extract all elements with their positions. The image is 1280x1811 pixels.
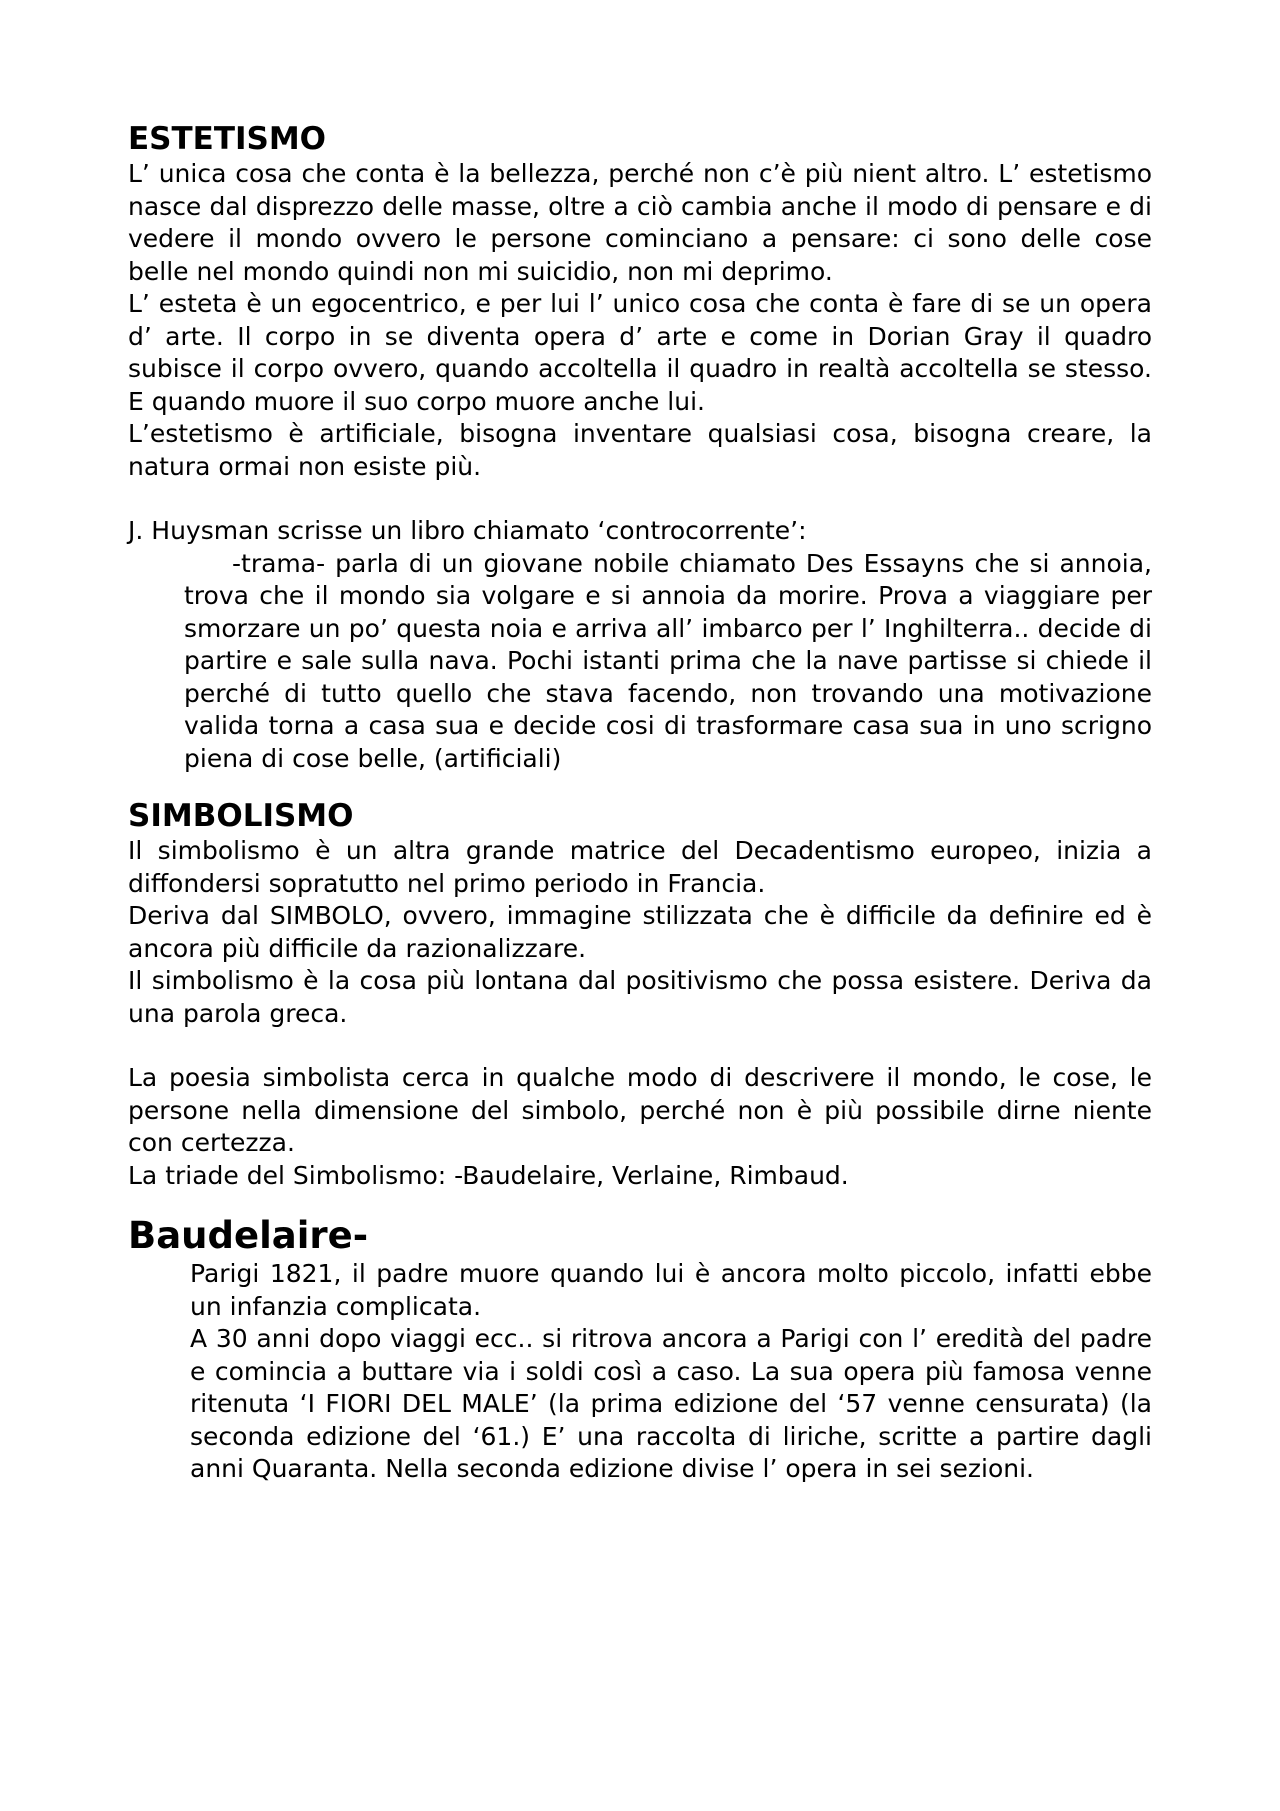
simbolismo-paragraph-1: Il simbolismo è un altra grande matrice del Decadentismo europeo, inizia a diffondersi sopratutto nel primo periodo in Francia. <box>128 836 1152 898</box>
baudelaire-paragraph-2: A 30 anni dopo viaggi ecc.. si ritrova ancora a Parigi con l’ eredità del padre e comincia a buttare via i soldi così a caso. La sua opera più famosa venne ritenuta ‘I FIORI DEL MALE’ (la prima edizione del ‘57 venne censurata) (la seconda edizione del ‘61.) E’ una raccolta di liriche, scritte a partire dagli anni Quaranta. Nella seconda edizione divise l’ opera in sei sezioni. <box>190 1324 1152 1483</box>
baudelaire-paragraph-1: Parigi 1821, il padre muore quando lui è ancora molto piccolo, infatti ebbe un infanzia complicata. <box>190 1259 1152 1321</box>
heading-baudelaire: Baudelaire- <box>128 1214 369 1257</box>
simbolismo-paragraph-3: Il simbolismo è la cosa più lontana dal positivismo che possa esistere. Deriva da una parola greca. <box>128 966 1152 1028</box>
huysman-plot: -trama- parla di un giovane nobile chiamato Des Essayns che si annoia, trova che il mondo sia volgare e si annoia da morire. Prova a viaggiare per smorzare un po’ questa noia e arriva all’ imbarco per l’ Inghilterra.. decide di partire e sale sulla nava. Pochi istanti prima che la nave partisse si chiede il perché di tutto quello che stava facendo, non trovando una motivazione valida torna a casa sua e decide cosi di trasformare casa sua in uno scrigno piena di cose belle, (artificiali) <box>184 548 1152 773</box>
estetismo-paragraph-3: L’estetismo è artificiale, bisogna inventare qualsiasi cosa, bisogna creare, la natura ormai non esiste più. <box>128 419 1152 481</box>
estetismo-paragraph-1: L’ unica cosa che conta è la bellezza, perché non c’è più nient altro. L’ estetismo nasce dal disprezzo delle masse, oltre a ciò cambia anche il modo di pensare e di vedere il mondo ovvero le persone cominciano a pensare: ci sono delle cose belle nel mondo quindi non mi suicidio, non mi deprimo. <box>128 159 1152 286</box>
spacer <box>128 775 1152 797</box>
spacer <box>128 1030 1152 1062</box>
simbolismo-paragraph-5: La triade del Simbolismo: -Baudelaire, Verlaine, Rimbaud. <box>128 1160 849 1190</box>
huysman-plot-block <box>128 548 1152 776</box>
heading-estetismo: ESTETISMO <box>128 121 327 157</box>
section-estetismo <box>128 120 1152 775</box>
huysman-intro: J. Huysman scrisse un libro chiamato ‘controcorrente’: <box>128 516 807 545</box>
baudelaire-body <box>128 1258 1152 1486</box>
spacer <box>128 483 1152 515</box>
simbolismo-paragraph-4: La poesia simbolista cerca in qualche modo di descrivere il mondo, le cose, le persone nella dimensione del simbolo, perché non è più possibile dirne niente con certezza. <box>128 1063 1152 1157</box>
section-simbolismo <box>128 797 1152 1192</box>
heading-simbolismo: SIMBOLISMO <box>128 798 354 834</box>
spacer <box>128 1192 1152 1214</box>
estetismo-paragraph-2: L’ esteta è un egocentrico, e per lui l’ unico cosa che conta è fare di se un opera d’ arte. Il corpo in se diventa opera d’ arte e come in Dorian Gray il quadro subisce il corpo ovvero, quando accoltella il quadro in realtà accoltella se stesso. E quando muore il suo corpo muore anche lui. <box>128 289 1152 416</box>
section-baudelaire <box>128 1214 1152 1486</box>
simbolismo-paragraph-2: Deriva dal SIMBOLO, ovvero, immagine stilizzata che è difficile da definire ed è ancora più difficile da razionalizzare. <box>128 901 1152 963</box>
document-page <box>128 120 1152 1486</box>
